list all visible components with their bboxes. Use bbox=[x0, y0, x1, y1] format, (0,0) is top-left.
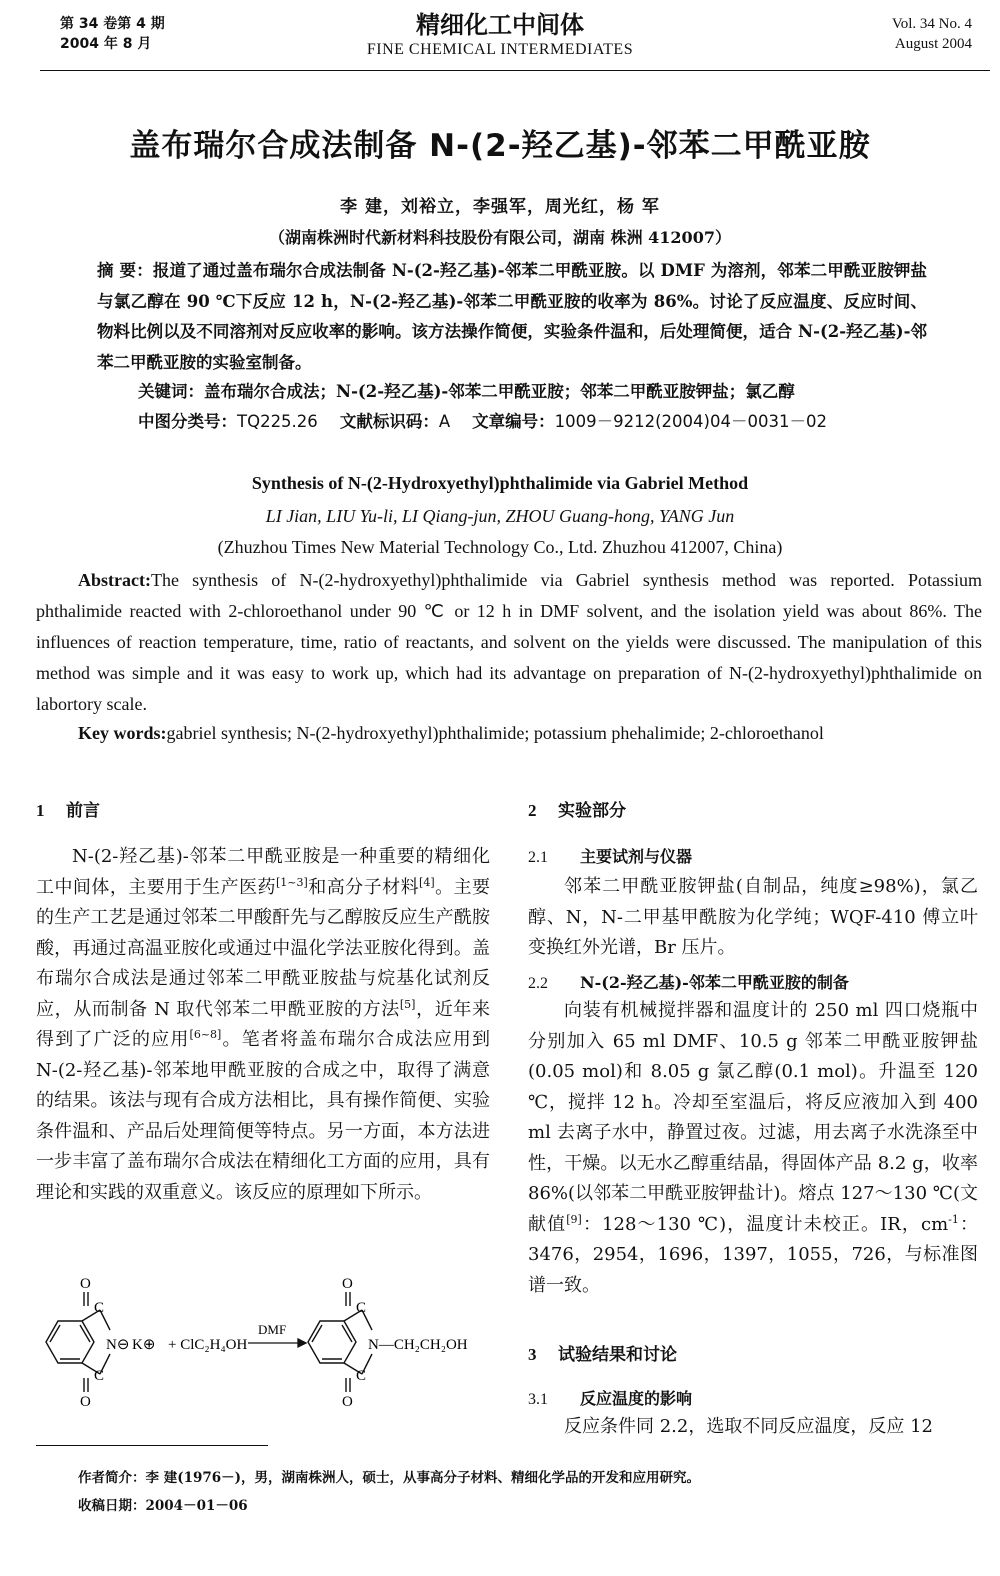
keywords-cn bbox=[138, 378, 938, 406]
subsection-2-2-heading bbox=[528, 970, 849, 993]
reaction-arrow bbox=[248, 1339, 306, 1347]
subsection-2-2-number: 2.2 bbox=[528, 975, 548, 992]
paper-title-en: Synthesis of N-(2-Hydroxyethyl)phthalimide via Gabriel Method bbox=[251, 473, 749, 493]
reactant-oxygen-bottom: O bbox=[80, 1394, 91, 1410]
footnote-author-label: 作者简介： bbox=[78, 1470, 146, 1486]
subsection-3-1-title: 反应温度的影响 bbox=[580, 1389, 693, 1408]
classification-line bbox=[138, 408, 938, 436]
running-header-left bbox=[60, 14, 165, 54]
keywords-cn-text: 盖布瑞尔合成法；N-(2-羟乙基)-邻苯二甲酰亚胺；邻苯二甲酰亚胺钾盐；氯乙醇 bbox=[204, 382, 795, 401]
subsection-2-2-text-a: 向装有机械搅拌器和温度计的 250 ml 四口烧瓶中分别加入 65 ml DMF、10.5 g 邻苯二甲酰亚胺钾盐(0.05 mol)和 8.05 g 氯乙醇(0.1 mol)。升温至 120 ℃，搅拌 12 h。冷却至室温后，将反应液加入到 400 ml 去离子水中，静置过夜。过滤，用去离子水洗涤至中性，干燥。以无水乙醇重结晶，得固体产品 8.2 g，收率 86%(以邻苯二甲酰亚胺钾盐计)。熔点 127～130 ℃(文献值 bbox=[528, 1000, 978, 1235]
section-1-text-a: N-(2-羟乙基)-邻苯二甲酰亚胺是一种重要的精细化工中间体，主要用于生产医药 bbox=[36, 846, 490, 898]
citation-9: [9] bbox=[566, 1212, 582, 1226]
subsection-2-2-paragraph bbox=[528, 996, 978, 1301]
section-2-title: 实验部分 bbox=[558, 801, 626, 821]
clc-value: TQ225.26 bbox=[237, 412, 318, 431]
product-carbon-bottom: C bbox=[356, 1368, 367, 1384]
abstract-cn bbox=[97, 256, 927, 378]
footnote-rule bbox=[36, 1445, 268, 1446]
authors-cn: 李 建，刘裕立，李强军，周光红，杨 军 bbox=[340, 197, 660, 217]
citation-5: [5] bbox=[399, 997, 416, 1011]
issue-cn: 第 34 卷第 4 期 bbox=[60, 16, 165, 32]
article-number-label: 文章编号： bbox=[472, 412, 555, 431]
abstract-en-label: Abstract: bbox=[78, 570, 151, 590]
journal-name-cn: 精细化工中间体 bbox=[416, 11, 584, 39]
section-1-heading bbox=[36, 796, 100, 821]
running-header-right bbox=[892, 14, 972, 54]
section-2-heading bbox=[528, 796, 626, 821]
date-en: August 2004 bbox=[894, 36, 972, 52]
subsection-2-1-number: 2.1 bbox=[528, 849, 548, 866]
wavenumber-exponent: -1 bbox=[948, 1212, 959, 1226]
keywords-en bbox=[78, 719, 978, 747]
reagent-chloroethanol: + ClC₂H₄OH bbox=[168, 1337, 248, 1353]
doc-code-value: A bbox=[438, 412, 451, 431]
keywords-cn-label: 关键词： bbox=[138, 382, 204, 401]
section-2-number: 2 bbox=[528, 801, 537, 820]
reactant-carbon-top: C bbox=[94, 1300, 105, 1316]
product-carbon-top: C bbox=[356, 1300, 367, 1316]
section-3-title: 试验结果和讨论 bbox=[558, 1345, 677, 1365]
product-side-chain: N—CH₂CH₂OH bbox=[368, 1337, 468, 1353]
section-1-number: 1 bbox=[36, 801, 45, 820]
subsection-2-2-text-b: ：128～130 ℃)，温度计未校正。IR，cm bbox=[581, 1213, 949, 1235]
subsection-2-2-text-c: ：3476，2954，1696，1397，1055，726，与标准图谱一致。 bbox=[528, 1213, 979, 1296]
solvent-dmf: DMF bbox=[258, 1322, 287, 1337]
section-1-text-c: 。主要的生产工艺是通过邻苯二甲酸酐先与乙醇胺反应生产酰胺酸，再通过高温亚胺化或通过中温化学法亚胺化得到。盖布瑞尔合成法是通过邻苯二甲酰亚胺盐与烷基化试剂反应，从而制备 N 取代邻苯二甲酰亚胺的方法 bbox=[36, 876, 491, 1020]
subsection-3-1-number: 3.1 bbox=[528, 1391, 548, 1408]
citation-6-8: [6~8] bbox=[189, 1028, 222, 1041]
reactant-carbon-bottom: C bbox=[94, 1368, 105, 1384]
subsection-3-1-paragraph: 反应条件同 2.2，选取不同反应温度，反应 12 bbox=[564, 1416, 933, 1437]
citation-4: [4] bbox=[419, 875, 435, 889]
affiliation-cn: （湖南株洲时代新材料科技股份有限公司，湖南 株洲 412007） bbox=[269, 228, 731, 247]
footnote-author-text: 李 建(1976－)，男，湖南株洲人，硕士，从事高分子材料、精细化学品的开发和应用研究。 bbox=[145, 1470, 701, 1486]
abstract-cn-label: 摘 要： bbox=[97, 261, 153, 280]
citation-1-3: [1~3] bbox=[276, 875, 308, 889]
abstract-en bbox=[36, 565, 982, 720]
subsection-2-1-paragraph: 邻苯二甲酰亚胺钾盐(自制品，纯度≥98%)，氯乙醇、N，N-二甲基甲酰胺为化学纯；WQF-410 傅立叶变换红外光谱，Br 压片。 bbox=[528, 876, 978, 958]
section-3-heading bbox=[528, 1340, 677, 1365]
product-oxygen-top: O bbox=[342, 1276, 353, 1292]
reactant-oxygen-top: O bbox=[80, 1276, 91, 1292]
journal-name-en: FINE CHEMICAL INTERMEDIATES bbox=[366, 41, 634, 58]
article-number-value: 1009－9212(2004)04－0031－02 bbox=[554, 412, 827, 431]
footnote-received-label: 收稿日期： bbox=[78, 1498, 146, 1514]
authors-en: LI Jian, LIU Yu-li, LI Qiang-jun, ZHOU Guang-hong, YANG Jun bbox=[265, 506, 735, 526]
date-cn: 2004 年 8 月 bbox=[60, 36, 152, 52]
subsection-2-1-heading bbox=[528, 844, 692, 867]
paper-title-cn: 盖布瑞尔合成法制备 N-(2-羟乙基)-邻苯二甲酰亚胺 bbox=[129, 128, 871, 164]
affiliation-en: (Zhuzhou Times New Material Technology Co., Ltd. Zhuzhou 412007, China) bbox=[217, 537, 783, 557]
subsection-3-1-heading bbox=[528, 1386, 692, 1409]
section-1-text-d: ，近年来得到了广泛的应用 bbox=[36, 998, 491, 1050]
keywords-en-label: Key words: bbox=[78, 723, 167, 743]
clc-label: 中图分类号： bbox=[138, 412, 237, 431]
reaction-scheme bbox=[36, 1272, 496, 1412]
volume-en: Vol. 34 No. 4 bbox=[891, 16, 972, 32]
doc-code-label: 文献标识码： bbox=[339, 412, 439, 431]
running-header-center bbox=[300, 10, 700, 60]
subsection-2-1-title: 主要试剂与仪器 bbox=[580, 847, 693, 866]
potassium-ion: K⊕ bbox=[132, 1337, 156, 1353]
section-3-number: 3 bbox=[528, 1345, 537, 1364]
abstract-cn-text: 报道了通过盖布瑞尔合成法制备 N-(2-羟乙基)-邻苯二甲酰亚胺。以 DMF 为溶剂，邻苯二甲酰亚胺钾盐与氯乙醇在 90 ℃下反应 12 h，N-(2-羟乙基)-邻苯二甲酰亚胺的收率为 86%。讨论了反应温度、反应时间、物料比例以及不同溶剂对反应收率的影响。该方法操作简便，实验条件温和，后处理简便，适合 N-(2-羟乙基)-邻苯二甲酰亚胺的实验室制备。 bbox=[97, 261, 927, 372]
subsection-2-2-title: N-(2-羟乙基)-邻苯二甲酰亚胺的制备 bbox=[580, 973, 849, 992]
product-oxygen-bottom: O bbox=[342, 1394, 353, 1410]
abstract-en-text: The synthesis of N-(2-hydroxyethyl)phthalimide via Gabriel synthesis method was reported. Potassium phthalimide reacted with 2-chloroethanol under 90 ℃ or 12 h in DMF solvent, and the isolation yield was about 86%. The influences of reaction temperature, time, ratio of reactants, and solvent on the yields were discussed. The manipulation of this method was simple and it was easy to work up, which had its advantage on preparation of N-(2-hydroxyethyl)phthalimide on labortory scale. bbox=[36, 570, 982, 714]
header-rule bbox=[40, 70, 990, 71]
footnote-received-date: 2004－01－06 bbox=[145, 1498, 248, 1514]
section-1-text-b: 和高分子材料 bbox=[307, 876, 420, 898]
section-1-text-e: 。笔者将盖布瑞尔合成法应用到 N-(2-羟乙基)-邻苯地甲酰亚胺的合成之中，取得了满意的结果。该法与现有合成方法相比，具有操作简便、实验条件温和、产品后处理简便等特点。另一方面，本方法进一步丰富了盖布瑞尔合成法在精细化工方面的应用，具有理论和实践的双重意义。该反应的原理如下所示。 bbox=[36, 1029, 491, 1203]
keywords-en-text: gabriel synthesis; N-(2-hydroxyethyl)phthalimide; potassium phehalimide; 2-chloroethanol bbox=[166, 723, 824, 743]
section-1-title: 前言 bbox=[66, 801, 100, 821]
footnote-author bbox=[78, 1466, 978, 1490]
footnote-received bbox=[78, 1494, 978, 1518]
reactant-nitrogen: N⊖ bbox=[106, 1337, 130, 1353]
section-1-paragraph bbox=[36, 842, 490, 1208]
